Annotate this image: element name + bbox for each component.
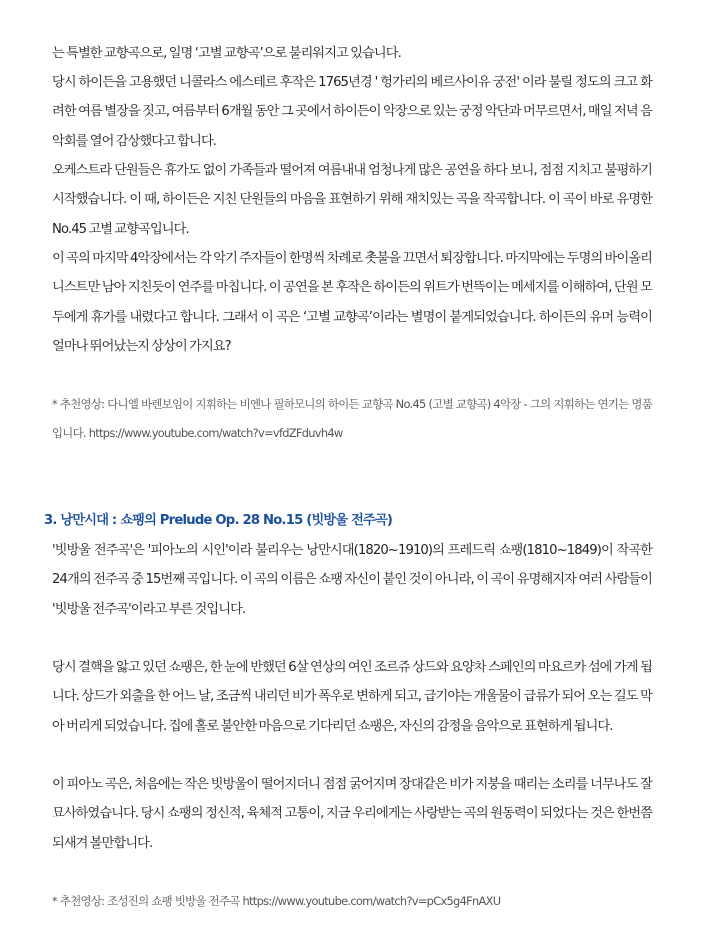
paragraph-haydn-patron: 당시 하이든을 고용했던 니콜라스 에스테르 후작은 1765년경 ' 헝가리의 베르사이유 궁전' 이라 불릴 정도의 크고 화려한 여름 별장을 짓고, 여름부터 6개월 동안 그 곳에서 하이든이 악장으로 있는 궁정 악단과 머무르면서, 매일 저녁 음악회를 열어 감상했다고 합니다. [52,75,652,149]
recommendation-note-haydn: * 추천영상: 다니엘 바렌보임이 지휘하는 비엔나 필하모니의 하이든 교향곡 No.45 (고별 교향곡) 4악장 - 그의 지휘하는 연기는 명품입니다. https://www.youtube.com/watch?v=vfdZFduvh4w [52,397,652,441]
paragraph-fourth-movement: 이 곡의 마지막 4악장에서는 각 악기 주자들이 한명씩 차례로 촛불을 끄면서 퇴장합니다. 마지막에는 두명의 바이올리니스트만 남아 지친듯이 연주를 마칩니다. 이 공연을 본 후작은 하이든의 위트가 번뜩이는 메세지를 이해하여, 단원 모두에게 휴가를 내렸다고 합니다. 그래서 이 곡은 ‘고별 교향곡’이라는 별명이 붙게되었습니다. 하이든의 유머 능력이 얼마나 뛰어났는지 상상이 가지요? [52,251,652,355]
paragraph-intro: 는 특별한 교향곡으로, 일명 ‘고별 교향곡’으로 불리워지고 있습니다. [52,46,401,61]
paragraph-raindrop-intro: '빗방울 전주곡'은 '피아노의 시인'이라 불리우는 낭만시대(1820~1910)의 프레드릭 쇼팽(1810~1849)이 작곡한 24개의 전주곡 중 15번째 곡입니다. 이 곡의 이름은 쇼팽 자신이 붙인 것이 아니라, 이 곡이 유명해지자 여러 사람들이 '빗방울 전주곡'이라고 부른 것입니다. [52,543,652,617]
paragraph-majorca-story: 당시 결핵을 앓고 있던 쇼팽은, 한 눈에 반했던 6살 연상의 여인 조르쥬 상드와 요양차 스페인의 마요르카 섬에 가게 됩니다. 상드가 외출을 한 어느 날, 조금씩 내리던 비가 폭우로 변하게 되고, 급기야는 개울물이 급류가 되어 오는 길도 막아 버리게 되었습니다. 집에 홀로 불안한 마음으로 기다리던 쇼팽은, 자신의 감정을 음악으로 표현하게 됩니다. [52,660,652,734]
paragraph-piano-description: 이 피아노 곡은, 처음에는 작은 빗방울이 떨어지더니 점점 굵어지며 장대같은 비가 지붕을 때리는 소리를 너무나도 잘 묘사하였습니다. 당시 쇼팽의 정신적, 육체적 고통이, 지금 우리에게는 사랑받는 곡의 원동력이 되었다는 것은 한번쯤 되새겨 볼만합니다. [52,777,652,851]
recommendation-note-chopin: * 추천영상: 조성진의 쇼팽 빗방울 전주곡 https://www.youtube.com/watch?v=pCx5g4FnAXU [52,894,501,908]
paragraph-orchestra-tired: 오케스트라 단원들은 휴가도 없이 가족들과 떨어져 여름내내 엄청나게 많은 공연을 하다 보니, 점점 지치고 불평하기 시작했습니다. 이 때, 하이든은 지친 단원들의 마음을 표현하기 위해 재치있는 곡을 작곡합니다. 이 곡이 바로 유명한 No.45 고별 교향곡입니다. [52,163,652,237]
section-heading-chopin: 3. 낭만시대 : 쇼팽의 Prelude Op. 28 No.15 (빗방울 전주곡) [44,513,393,528]
